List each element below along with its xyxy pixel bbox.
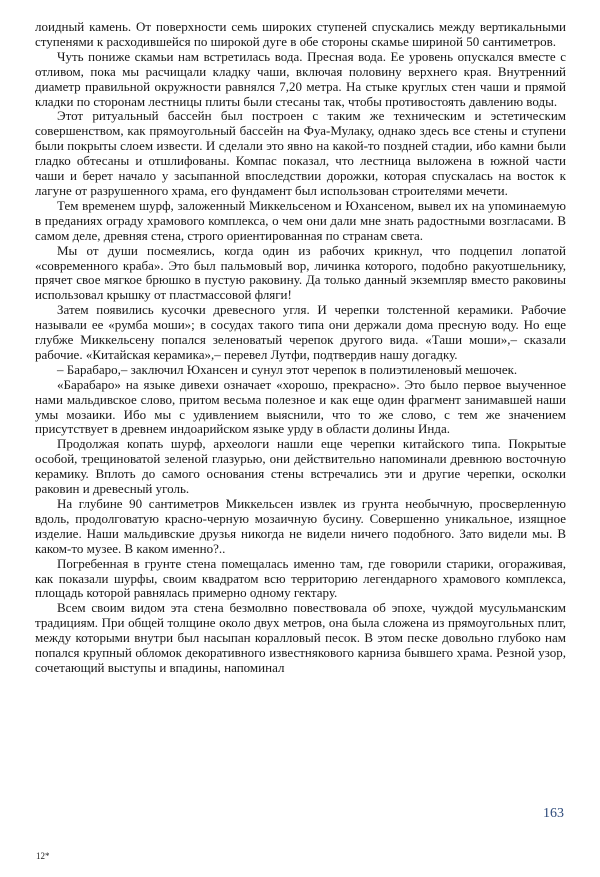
- paragraph-5: Мы от души посмеялись, когда один из рабочих крикнул, что подцепил лопатой «современного краба». Это был пальмовый вор, личинка которого, подобно ракуотшельнику, прячет свое мягкое брюшко в пустую раковину. Да только данный экземпляр вместо раковины использовал крышку от пластмассовой фляги!: [35, 242, 566, 303]
- paragraph-2: Чуть пониже скамьи нам встретилась вода. Пресная вода. Ее уровень опускался вместе с отливом, пока мы расчищали кладку чаши, включая половину верхнего края. Внутренний диаметр правильной окружности равнялся 7,20 метра. На стыке круглых стен чаши и прямой кладки по сторонам лестницы плиты были стесаны так, чтобы противостоять давлению воды.: [35, 48, 566, 109]
- paragraph-7: – Барабаро,– заключил Юхансен и сунул этот черепок в полиэтиленовый мешочек.: [57, 361, 518, 377]
- paragraph-4: Тем временем шурф, заложенный Миккельсеном и Юхансеном, вывел их на упоминаемую в преданиях ограду храмового комплекса, о чем они дали мне знать радостными возгласами. В самом деле, древняя стена, строго ориентированная по странам света.: [35, 197, 566, 243]
- paragraph-3: Этот ритуальный бассейн был построен с таким же техническим и эстетическим совершенством, как прямоугольный бассейн на Фуа-Мулаку, однако здесь все стены и ступени были покрыты слоем извести. И сделали это явно на какой-то поздней стадии, ибо камни были гладко обтесаны и отшлифованы. Компас показал, что лестница выложена в южной части чаши и берет начало у засыпанной впоследствии дорожки, которая спускалась на восток к лагуне от разрушенного храма, его фундамент был использован строителями мечети.: [35, 108, 566, 198]
- paragraph-10: На глубине 90 сантиметров Миккельсен извлек из грунта необычную, просверленную вдоль, продолговатую красно-черную мозаичную бусину. Совершенно уникальное, изящное изделие. Наши мальдивские друзья никогда не видели ничего подобного. Зато видели мы. В каком-то музее. В каком именно?..: [35, 496, 566, 556]
- paragraph-11: Погребенная в грунте стена помещалась именно там, где говорили старики, огораживая, как показали шурфы, своим квадратом всю территорию легендарного храмового комплекса, площадь которой равнялась примерно одному гектару.: [35, 555, 566, 601]
- paragraph-12: Всем своим видом эта стена безмолвно повествовала об эпохе, чуждой мусульманским традициям. При общей толщине около двух метров, она была сложена из прямоугольных плит, между которыми внутри был насыпан коралловый песок. В этом песке довольно глубоко нам попался крупный обломок декоративного известнякового карниза бывшего храма. Резной узор, сочетающий выступы и впадины, напоминал: [35, 600, 566, 675]
- paragraph-1: лоидный камень. От поверхности семь широких ступеней спускались между вертикальными ступенями к расходившейся по широкой дуге в обе стороны скамье шириной 50 сантиметров.: [35, 19, 566, 49]
- paragraph-6: Затем появились кусочки древесного угля. И черепки толстенной керамики. Рабочие называли ее «румба моши»; в сосудах такого типа они держали дома пресную воду. Но еще глубже Миккельсену попался зеленоватый черепок другого вида. «Таши моши»,– сказали рабочие. «Китайская керамика»,– перевел Лутфи, подтвердив нашу догадку.: [35, 302, 566, 362]
- signature-mark: 12*: [36, 851, 50, 861]
- page-number: 163: [543, 806, 564, 821]
- paragraph-9: Продолжая копать шурф, археологи нашли еще черепки китайского типа. Покрытые особой, трещиноватой зеленой глазурью, они действительно напоминали древнюю восточную керамику. Вплоть до самого основания стены встречались эти и другие черепки, осколки раковин и древесный уголь.: [35, 436, 566, 497]
- paragraph-8: «Барабаро» на языке дивехи означает «хорошо, прекрасно». Это было первое выученное нами мальдивское слово, притом весьма полезное и как еще один фрагмент занимавшей наши умы мозаики. Ибо мы с удивлением выяснили, что то же слово, с тем же значением присутствует в древнем индоарийском языке урду в области долины Инда.: [35, 376, 566, 437]
- page-body-text: [35, 20, 566, 676]
